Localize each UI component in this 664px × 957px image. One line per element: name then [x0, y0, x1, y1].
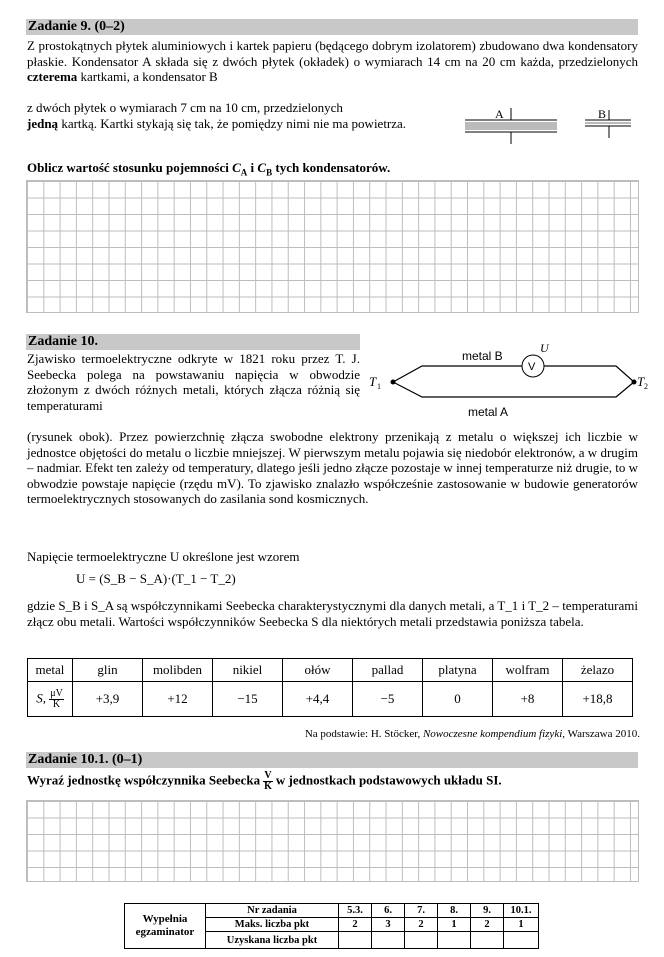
capacitor-b — [585, 110, 631, 138]
t2-label: T — [637, 374, 645, 389]
task9-bold-jedna: jedną — [27, 115, 59, 131]
task10-body: (rysunek obok). Przez powierzchnię złącza swobodne elektrony przenikają z metalu o większej ich liczbie w jednostce objętości do metalu o liczbie mniejszej. W pierwszym metalu pojawia się niedobór elektronów, a w drugim – nadmiar. Efekt ten zależy od temperatury, dlatego jeśli jedno złącze pozostaje w innej temperaturze niż drugie, to w obwodzie powstaje napięcie (rzędu mV). To zjawisko znalazło współcześnie zastosowanie w budowie generatorów termoelektrycznych stosowanych do zasilania sond kosmicznych. — [27, 429, 638, 507]
unit-numerator: μV — [50, 687, 63, 699]
table-cell: molibden — [143, 659, 213, 682]
table-cell: −15 — [213, 682, 283, 717]
task-number-cell: 8. — [438, 904, 471, 918]
table-cell: ołów — [283, 659, 353, 682]
junction-t1 — [391, 380, 396, 385]
task10-1-question — [27, 771, 502, 792]
task9-question-end: tych kondensatorów. — [272, 160, 391, 175]
table-header-metal: metal — [28, 659, 73, 682]
task9-paragraph-2 — [27, 100, 447, 131]
task9-question-mid: i — [247, 160, 258, 175]
junction-t2 — [632, 380, 637, 385]
metal-a-label: metal A — [468, 405, 509, 419]
metal-a-wire — [393, 382, 634, 397]
capacitor-a-label: A — [495, 107, 504, 121]
task10-1-answer-grid[interactable] — [26, 800, 639, 882]
symbol-cb: C — [257, 160, 267, 175]
source-title: Nowoczesne kompendium fizyki — [422, 728, 563, 740]
obtained-points-cell[interactable] — [405, 932, 438, 949]
table-row-metals — [28, 659, 633, 682]
t2-sub: 2 — [644, 382, 648, 391]
table-cell: 0 — [423, 682, 493, 717]
score-row-tasks — [125, 904, 539, 918]
unit-v-per-k — [263, 771, 272, 792]
source-citation — [305, 728, 640, 740]
table-cell: +3,9 — [73, 682, 143, 717]
table-cell: −5 — [353, 682, 423, 717]
row-label-obtained-points: Uzyskana liczba pkt — [206, 932, 339, 949]
table-cell: +4,4 — [283, 682, 353, 717]
task10-header: Zadanie 10. — [26, 334, 360, 350]
max-points-cell: 1 — [504, 918, 539, 932]
task9-question — [27, 160, 390, 178]
task9-bold-czterema: czterema — [27, 69, 78, 85]
task-number-cell: 9. — [471, 904, 504, 918]
frac-denominator: K — [264, 781, 272, 792]
task10-1-header: Zadanie 10.1. (0–1) — [26, 752, 638, 768]
capacitor-diagram — [455, 104, 635, 148]
thermocouple-diagram — [366, 340, 646, 422]
task9-text-a: Z prostokątnych płytek aluminiowych i kartek papieru (będącego dobrym izolatorem) zbudowano dwa kondensatory płaskie. Kondensator A składa się z dwóch płytek (okładek) o wymiarach 14 cm na 20 cm każda, przedzielonych — [27, 38, 638, 69]
frac-numerator: V — [264, 770, 272, 781]
task-number-cell: 10.1. — [504, 904, 539, 918]
max-points-cell: 1 — [438, 918, 471, 932]
task9-header: Zadanie 9. (0–2) — [26, 19, 638, 35]
table-cell: glin — [73, 659, 143, 682]
examiner-label: Wypełnia egzaminator — [125, 904, 206, 949]
task-number-cell: 5.3. — [339, 904, 372, 918]
seebeck-table — [27, 658, 633, 717]
obtained-points-cell[interactable] — [504, 932, 539, 949]
table-cell: +18,8 — [563, 682, 633, 717]
table-row-values — [28, 682, 633, 717]
formula-explanation: gdzie S_B i S_A są współczynnikami Seebecka charakterystycznymi dla danych metali, a T_1 i T_2 – temperaturami złącz obu metali. Wartości współczynników Seebecka S dla niektórych metali przedstawia poniższa tabela. — [27, 598, 638, 629]
obtained-points-cell[interactable] — [471, 932, 504, 949]
task9-text-b: kartkami, a kondensator B — [77, 69, 218, 85]
metal-b-label: metal B — [462, 349, 503, 363]
task9-answer-grid[interactable] — [26, 180, 639, 313]
unit-denominator: K — [52, 698, 61, 710]
obtained-points-cell[interactable] — [339, 932, 372, 949]
capacitor-b-label: B — [598, 107, 607, 121]
task10-1-question-text: Wyraź jednostkę współczynnika Seebecka — [27, 772, 264, 788]
source-suffix: , Warszawa 2010. — [562, 728, 640, 740]
task9-question-text: Oblicz wartość stosunku pojemności — [27, 160, 233, 175]
table-cell: wolfram — [493, 659, 563, 682]
voltmeter-label: V — [528, 361, 536, 373]
symbol-ca: C — [232, 160, 241, 175]
table-cell: pallad — [353, 659, 423, 682]
formula-intro: Napięcie termoelektryczne U określone jest wzorem — [27, 549, 300, 564]
table-cell: +12 — [143, 682, 213, 717]
table-cell: nikiel — [213, 659, 283, 682]
unit-fraction — [49, 689, 64, 710]
task-number-cell: 7. — [405, 904, 438, 918]
task10-intro: Zjawisko termoelektryczne odkryte w 1821 roku przez T. J. Seebecka polega na powstawaniu napięcia w obwodzie złożonym z dwóch różnych metali, których złącza różnią się temperaturami — [27, 351, 360, 413]
task10-1-question-end: w jednostkach podstawowych układu SI. — [272, 772, 502, 788]
table-cell: +8 — [493, 682, 563, 717]
seebeck-formula: U = (S_B − S_A)·(T_1 − T_2) — [76, 571, 236, 586]
row-label-max-points: Maks. liczba pkt — [206, 918, 339, 932]
task9-paragraph — [27, 38, 638, 85]
max-points-cell: 2 — [471, 918, 504, 932]
max-points-cell: 2 — [405, 918, 438, 932]
voltage-u-label: U — [540, 341, 549, 355]
score-table — [124, 903, 539, 949]
symbol-cb-sub: B — [266, 167, 273, 178]
capacitor-a — [465, 108, 557, 144]
task9-text-c: z dwóch płytek o wymiarach 7 cm na 10 cm, przedzielonych — [27, 100, 343, 115]
unit-symbol: S, — [36, 689, 46, 705]
table-header-unit — [28, 682, 73, 717]
t1-label: T — [369, 374, 377, 389]
obtained-points-cell[interactable] — [438, 932, 471, 949]
task9-text-d: kartką. Kartki stykają się tak, że pomiędzy nimi nie ma powietrza. — [58, 115, 407, 131]
task-number-cell: 6. — [372, 904, 405, 918]
max-points-cell: 2 — [339, 918, 372, 932]
symbol-ca-sub: A — [240, 167, 248, 178]
row-label-task-number: Nr zadania — [206, 904, 339, 918]
obtained-points-cell[interactable] — [372, 932, 405, 949]
metal-b-wire — [393, 366, 634, 382]
max-points-cell: 3 — [372, 918, 405, 932]
source-prefix: Na podstawie: H. Stöcker, — [304, 728, 423, 740]
table-cell: platyna — [423, 659, 493, 682]
table-cell: żelazo — [563, 659, 633, 682]
t1-sub: 1 — [377, 382, 381, 391]
